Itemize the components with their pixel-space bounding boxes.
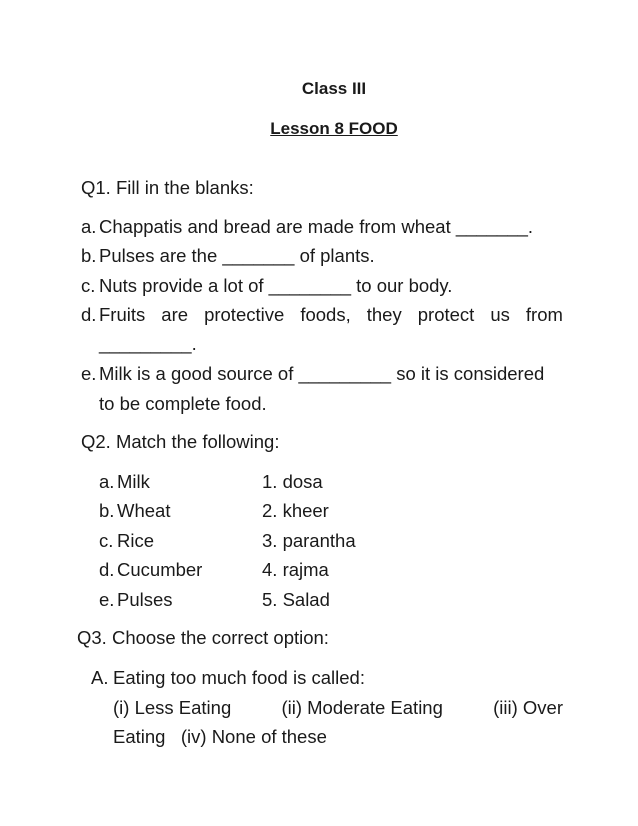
match-left-text: Pulses: [117, 589, 173, 610]
match-left-text: Rice: [117, 530, 155, 551]
q1-item-b-label: b.: [81, 245, 97, 266]
q3-question-a-text: Eating too much food is called:: [113, 667, 365, 688]
q1-d-word: are: [161, 304, 189, 325]
q1-d-word: foods,: [300, 304, 351, 325]
q3-options-line-2: Eating (iv) None of these: [113, 726, 327, 747]
q1-item-a-text: Chappatis and bread are made from wheat _______.: [99, 216, 534, 237]
match-left-label: c.: [99, 530, 114, 551]
q2-heading: Q2. Match the following:: [81, 431, 280, 452]
q1-d-word: protect: [417, 304, 475, 325]
match-right-item: 3. parantha: [262, 530, 356, 551]
q1-d-word: from: [525, 304, 563, 325]
match-right-item: 5. Salad: [262, 589, 330, 610]
match-right-item: 4. rajma: [262, 559, 329, 580]
q1-item-b-text: Pulses are the _______ of plants.: [99, 245, 375, 266]
q1-heading: Q1. Fill in the blanks:: [81, 177, 254, 198]
match-left-label: e.: [99, 589, 115, 610]
q3-option: (i) Less Eating: [113, 697, 232, 718]
match-left-text: Milk: [117, 471, 150, 492]
q3-question-a-label: A.: [91, 667, 109, 688]
match-left-item: [99, 589, 173, 611]
q1-item-d-continuation: _________.: [99, 333, 197, 354]
q1-d-word: they: [366, 304, 402, 325]
q1-item-e-label: e.: [81, 363, 97, 384]
q1-item-e-continuation: to be complete food.: [99, 393, 267, 414]
q3-options-line-1: [113, 697, 563, 719]
q1-item-c-label: c.: [81, 275, 96, 296]
q1-d-word: Fruits: [99, 304, 146, 325]
q1-item-d-label: d.: [81, 304, 97, 325]
q1-item-d-text: [99, 304, 563, 326]
match-right-item: 1. dosa: [262, 471, 323, 492]
q1-item-a-label: a.: [81, 216, 97, 237]
match-left-item: [99, 559, 202, 581]
match-left-label: d.: [99, 559, 115, 580]
q3-heading: Q3. Choose the correct option:: [77, 627, 329, 648]
q1-item-e-text: Milk is a good source of _________ so it is considered: [99, 363, 545, 384]
q1-item-b: [81, 245, 375, 267]
match-left-label: a.: [99, 471, 115, 492]
match-left-item: [99, 530, 154, 552]
match-left-label: b.: [99, 500, 115, 521]
q3-option: (iii) Over: [493, 697, 563, 718]
q3-question-a: [91, 667, 365, 689]
q1-d-word: us: [490, 304, 510, 325]
match-left-item: [99, 471, 150, 493]
q1-d-word: protective: [204, 304, 285, 325]
q1-item-a: [81, 216, 533, 238]
match-left-item: [99, 500, 170, 522]
match-left-text: Wheat: [117, 500, 171, 521]
class-title: Class III: [301, 79, 367, 98]
q3-option: (ii) Moderate Eating: [281, 697, 443, 718]
q1-item-c: [81, 275, 452, 297]
lesson-title: Lesson 8 FOOD: [270, 119, 398, 138]
q1-item-e: [81, 363, 544, 385]
match-left-text: Cucumber: [117, 559, 203, 580]
q1-item-c-text: Nuts provide a lot of ________ to our body.: [99, 275, 453, 296]
match-right-item: 2. kheer: [262, 500, 329, 521]
